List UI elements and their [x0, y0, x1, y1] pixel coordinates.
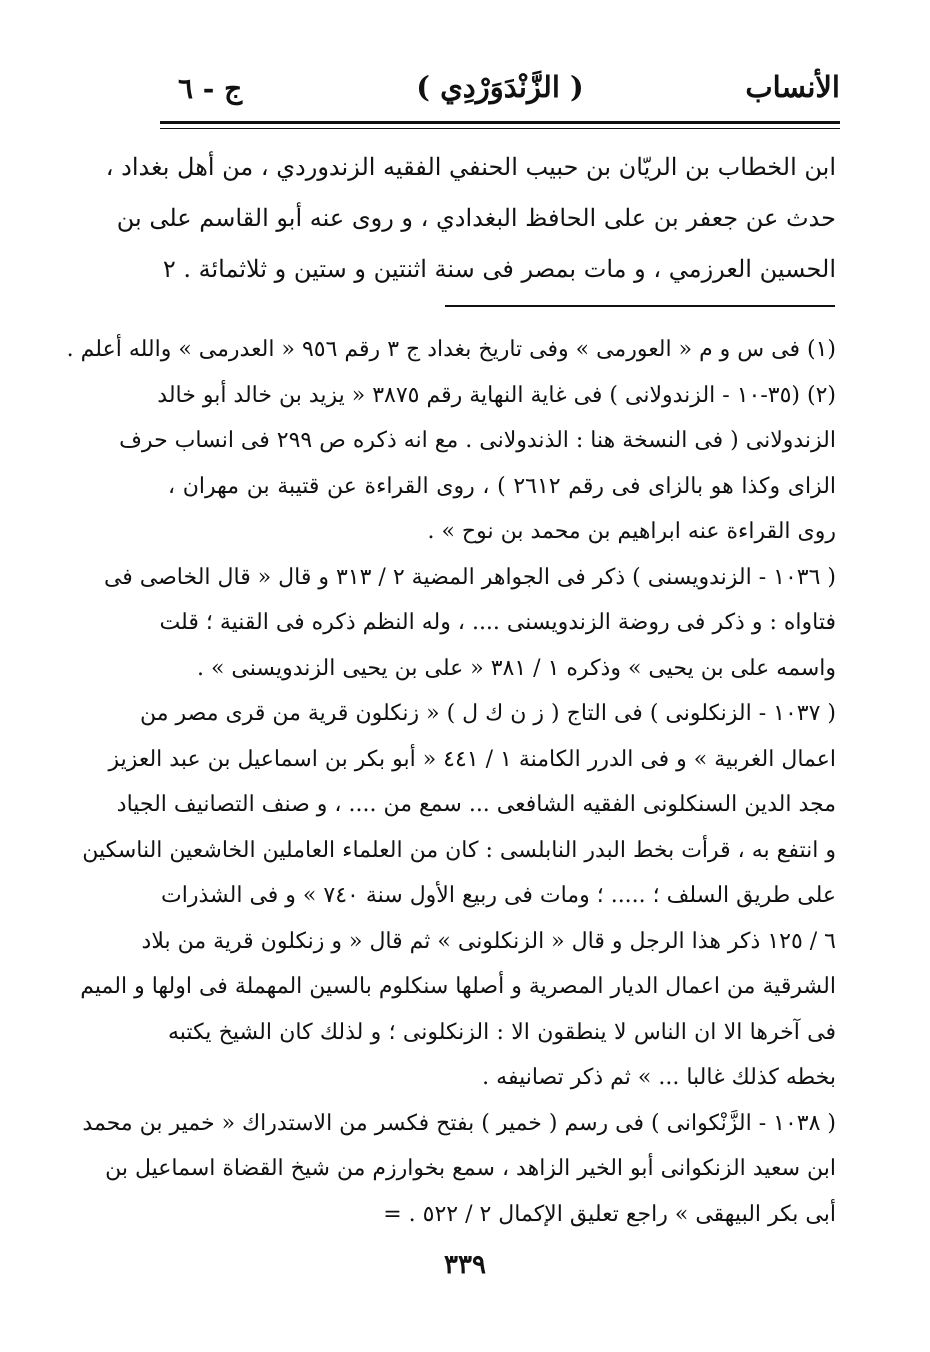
header-rule-thick: [160, 121, 840, 124]
text-line: حدث عن جعفر بن على الحافظ البغدادي ، و روى عنه أبو القاسم على بن: [116, 204, 836, 232]
footnote-line: واسمه على بن يحيى » وذكره ١ / ٣٨١ « على بن يحيى الزندويسنى » .: [196, 655, 836, 681]
footnote-line: ( ١٠٣٧ - الزنكلونى ) فى التاج ( ز ن ك ل ) « زنكلون قرية من قرى مصر من: [139, 701, 836, 726]
footnotes: [66, 327, 837, 1237]
footnote-line: الزاى وكذا هو بالزاى فى رقم ٢٦١٢ ) ، روى القراءة عن قتيبة بن مهران ،: [168, 473, 837, 499]
footnote-line: فى آخرها الا ان الناس لا ينطقون الا : الزنكلونى ؛ و لذلك كان الشيخ يكتبه: [168, 1019, 836, 1045]
footnote-line: (١) فى س و م « العورمى » وفى تاريخ بغداد ج ٣ رقم ٩٥٦ « العدرمى » والله أعلم .: [66, 337, 836, 362]
footnote-separator: [445, 305, 835, 307]
footnote-line: مجد الدين السنكلونى الفقيه الشافعى ... سمع من .... ، و صنف التصانيف الجياد: [116, 792, 836, 817]
footnote-line: الزندولانى ( فى النسخة هنا : الذندولانى . مع انه ذكره ص ٢٩٩ فى انساب حرف: [119, 428, 836, 453]
header-rule-thin: [160, 128, 840, 129]
footnote-line: أبى بكر البيهقى » راجع تعليق الإكمال ٢ / ٥٢٢ . =: [383, 1201, 836, 1227]
entry-title: ( الزَّنْدَوَرْدِي ): [416, 70, 584, 104]
footnote-line: ( ١٠٣٦ - الزندويسنى ) ذكر فى الجواهر المضية ٢ / ٣١٣ و قال « قال الخاصى فى: [103, 564, 836, 590]
footnote-line: ( ١٠٣٨ - الزَّنْكوانى ) فى رسم ( خمير ) بفتح فكسر من الاستدراك « خمير بن محمد: [82, 1110, 836, 1136]
footnote-line: ٦ / ١٢٥ ذكر هذا الرجل و قال « الزنكلونى » ثم قال « و زنكلون قرية من بلاد: [141, 928, 836, 954]
footnote-line: و انتفع به ، قرأت بخط البدر النابلسى : كان من العلماء العاملين الخاشعين الناسكين: [82, 837, 836, 863]
footnote-line: الشرقية من اعمال الديار المصرية و أصلها سنكلوم بالسين المهملة فى اولها و الميم: [80, 974, 836, 999]
volume-number: ج - ٦: [178, 72, 243, 105]
footnote-line: روى القراءة عنه ابراهيم بن محمد بن نوح » .: [427, 519, 836, 544]
footnote-line: (٢) (٣٥-١٠ - الزندولانى ) فى غاية النهاية رقم ٣٨٧٥ « يزيد بن خالد أبو خالد: [157, 382, 836, 408]
text-line: الحسين العرزمي ، و مات بمصر فى سنة اثنتين و ستين و ثلاثمائة . ٢: [162, 255, 836, 283]
text-line: ابن الخطاب بن الريّان بن حبيب الحنفي الفقيه الزندوردي ، من أهل بغداد ،: [105, 153, 836, 181]
footnote-line: بخطه كذلك غالبا ... » ثم ذكر تصانيفه .: [482, 1065, 836, 1090]
book-title: الأنساب: [745, 70, 840, 104]
footnote-line: ابن سعيد الزنكوانى أبو الخير الزاهد ، سمع بخوارزم من شيخ القضاة اسماعيل بن: [105, 1156, 836, 1181]
page-header: [160, 68, 840, 112]
footnote-line: اعمال الغربية » و فى الدرر الكامنة ١ / ٤٤١ « أبو بكر بن اسماعيل بن عبد العزيز: [108, 746, 836, 772]
footnote-line: على طريق السلف ؛ ..... ؛ ومات فى ربيع الأول سنة ٧٤٠ » و فى الشذرات: [161, 883, 836, 908]
main-text: [105, 142, 836, 295]
footnote-line: فتاواه : و ذكر فى روضة الزندويسنى .... ، وله النظم ذكره فى القنية ؛ قلت: [159, 610, 836, 635]
page-number: ٣٣٩: [444, 1250, 486, 1280]
